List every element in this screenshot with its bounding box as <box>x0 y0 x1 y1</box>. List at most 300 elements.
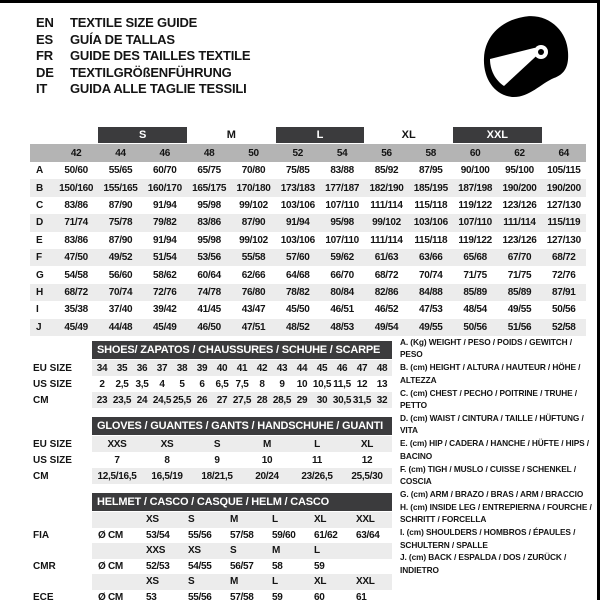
table-cell: 75/78 <box>108 217 133 229</box>
table-cell: 47 <box>352 360 372 376</box>
table-cell: 27,5 <box>232 392 252 408</box>
size-label: XS <box>182 543 224 559</box>
table-cell: 115/118 <box>414 199 448 211</box>
table-row <box>30 179 586 196</box>
language-code: EN <box>36 15 54 30</box>
shoes-table-title: SHOES/ ZAPATOS / CHAUSSURES / SCHUHE / SCARPE <box>92 341 392 359</box>
table-cell: 42 <box>252 360 272 376</box>
table-row <box>30 266 586 283</box>
table-cell: 85/92 <box>374 165 399 177</box>
table-cell: 41 <box>232 360 252 376</box>
table-cell: 80/84 <box>330 286 354 298</box>
diameter-unit: Ø CM <box>98 591 123 600</box>
size-label: M <box>224 512 266 528</box>
table-cell: 123/126 <box>502 234 537 246</box>
table-cell: 111/114 <box>503 217 536 229</box>
size-label: M <box>266 543 308 559</box>
table-cell: 91/94 <box>153 234 177 246</box>
table-cell: 58 <box>272 560 283 572</box>
table-cell: L <box>292 436 342 452</box>
table-cell: 39 <box>192 360 212 376</box>
size-label: L <box>266 512 308 528</box>
table-cell: 59 <box>272 591 283 600</box>
table-cell: 91/94 <box>153 199 177 211</box>
table-cell: 127/130 <box>546 234 581 246</box>
table-cell: 95/98 <box>197 234 221 246</box>
table-cell: 51/54 <box>153 252 177 264</box>
table-cell: 55/56 <box>188 591 212 600</box>
row-label: FIA <box>33 529 50 541</box>
table-cell: XXS <box>92 436 142 452</box>
language-title: GUÍA DE TALLAS <box>70 31 175 47</box>
table-cell: 85/89 <box>463 286 487 298</box>
row-label: CM <box>33 394 49 406</box>
table-cell: 57/58 <box>230 591 254 600</box>
table-cell: 107/110 <box>325 199 359 211</box>
table-cell: 25,5 <box>172 392 192 408</box>
table-cell: 5 <box>179 378 185 390</box>
table-cell: 6,5 <box>215 378 229 390</box>
table-cell: 23/26,5 <box>292 468 342 484</box>
table-cell: 47/51 <box>241 321 266 333</box>
table-cell: 107/110 <box>325 234 359 246</box>
table-cell: 12 <box>356 378 368 390</box>
size-label: S <box>182 512 224 528</box>
helmet-icon <box>477 7 577 107</box>
table-row <box>30 232 586 249</box>
table-cell: 71/75 <box>463 269 487 281</box>
gloves-table-title: GLOVES / GUANTES / GANTS / HANDSCHUHE / GUANTI <box>92 417 392 435</box>
legend-item: B. (cm) HEIGHT / ALTURA / HAUTEUR / HÖHE / ALTEZZA <box>400 362 581 385</box>
table-cell: 87/90 <box>241 217 266 229</box>
table-cell: 2,5 <box>115 378 129 390</box>
table-cell: 74/78 <box>197 286 221 298</box>
table-cell: 72/76 <box>153 286 177 298</box>
row-label: J <box>36 321 42 333</box>
table-row <box>30 249 586 266</box>
size-label: S <box>182 574 224 590</box>
legend-item: D. (cm) WAIST / CINTURA / TAILLE / HÜFTUNG / VITA <box>400 412 584 436</box>
table-cell: 61/62 <box>314 529 338 541</box>
legend-item: A. (Kg) WEIGHT / PESO / POIDS / GEWITCH / PESO <box>400 337 572 360</box>
table-cell: 60/64 <box>197 269 221 281</box>
table-cell: 50/60 <box>64 165 88 177</box>
table-cell: 177/187 <box>325 182 360 194</box>
table-cell: 49/55 <box>419 321 443 333</box>
table-cell: 82/86 <box>374 286 399 298</box>
table-cell: 12 <box>361 454 373 466</box>
table-cell: 46/52 <box>374 304 399 316</box>
column-header: 58 <box>425 147 437 159</box>
table-cell: 12,5/16,5 <box>92 468 142 484</box>
table-cell: 190/200 <box>546 182 581 194</box>
diameter-unit: Ø CM <box>98 529 123 541</box>
table-cell: 30,5 <box>332 392 352 408</box>
table-cell: 65/68 <box>463 252 487 264</box>
table-cell: 62/66 <box>241 269 266 281</box>
helmet-size-row <box>30 512 392 528</box>
size-group-row <box>30 126 586 144</box>
table-cell: 60/70 <box>153 165 177 177</box>
table-cell: 45/49 <box>64 321 88 333</box>
table-cell: 48 <box>372 360 392 376</box>
table-cell: 29 <box>292 392 312 408</box>
table-cell: 160/170 <box>147 182 182 194</box>
table-cell: 83/86 <box>64 199 88 211</box>
helmet-value-row <box>30 528 392 544</box>
table-cell: 24 <box>132 392 152 408</box>
table-cell: 119/122 <box>458 234 492 246</box>
table-cell: 53 <box>146 591 157 600</box>
table-cell: 18/21,5 <box>192 468 242 484</box>
table-cell: 9 <box>214 454 220 466</box>
shoes-rows <box>30 360 392 408</box>
legend-item: E. (cm) HIP / CADERA / HANCHE / HÜFTE / HIPS / BACINO <box>400 438 590 461</box>
size-label: L <box>266 574 308 590</box>
table-cell: 87/91 <box>552 286 576 298</box>
helmet-table <box>30 493 392 600</box>
column-header: 42 <box>70 147 82 159</box>
table-cell: 150/160 <box>59 182 94 194</box>
table-cell: 87/95 <box>419 165 443 177</box>
table-row <box>30 436 392 452</box>
unit-spacer <box>92 543 140 559</box>
table-cell: 10,5 <box>312 378 332 390</box>
table-cell: 170/180 <box>236 182 271 194</box>
table-cell: 35 <box>112 360 132 376</box>
table-cell: 52/53 <box>146 560 170 572</box>
table-cell: 50/56 <box>552 304 576 316</box>
table-cell: 55/58 <box>241 252 266 264</box>
row-label: E <box>36 234 43 246</box>
language-code: FR <box>36 48 53 63</box>
size-group-spacer <box>30 127 98 143</box>
table-cell: 72/76 <box>552 269 576 281</box>
table-cell: 46 <box>332 360 352 376</box>
table-cell: 32 <box>372 392 392 408</box>
table-cell: 45 <box>312 360 332 376</box>
unit-spacer <box>92 574 140 590</box>
table-cell: 103/106 <box>413 217 448 229</box>
table-cell: 83/86 <box>64 234 88 246</box>
gloves-header-row <box>30 417 392 435</box>
table-cell: 28 <box>252 392 272 408</box>
table-cell: 84/88 <box>419 286 443 298</box>
table-row <box>30 376 392 392</box>
table-cell: 55/56 <box>188 529 212 541</box>
textile-size-table <box>30 126 586 336</box>
table-cell: 3,5 <box>135 378 149 390</box>
table-cell: 23,5 <box>112 392 132 408</box>
table-cell: 65/75 <box>197 165 221 177</box>
table-row <box>30 284 586 301</box>
column-header: 52 <box>292 147 304 159</box>
helmet-rows <box>30 512 392 600</box>
table-cell: 115/119 <box>547 217 581 229</box>
size-group-label: XXL <box>453 127 542 143</box>
table-cell: 61/63 <box>374 252 399 264</box>
table-cell: 41/45 <box>197 304 221 316</box>
column-header: 46 <box>159 147 171 159</box>
unit-spacer <box>92 512 140 528</box>
table-cell: 60 <box>314 591 325 600</box>
size-group-label: M <box>226 129 236 141</box>
table-cell: 71/74 <box>64 217 88 229</box>
table-cell: 165/175 <box>192 182 227 194</box>
table-cell <box>350 559 392 575</box>
column-header: 56 <box>381 147 392 159</box>
table-cell: 190/200 <box>502 182 537 194</box>
table-cell: 64/68 <box>286 269 310 281</box>
size-group-label: S <box>98 127 187 143</box>
gloves-table <box>30 417 392 484</box>
helmet-size-row <box>30 543 392 559</box>
table-cell: 44 <box>292 360 312 376</box>
table-cell: 48/54 <box>463 304 487 316</box>
table-row <box>30 301 586 318</box>
table-cell: 173/183 <box>280 182 315 194</box>
table-cell: 99/102 <box>239 234 268 246</box>
table-cell: 56/57 <box>230 560 254 572</box>
table-cell: 36 <box>132 360 152 376</box>
table-cell: 34 <box>92 360 112 376</box>
helmet-value-row <box>30 590 392 600</box>
table-cell: 10 <box>296 378 308 390</box>
table-cell: 83/88 <box>330 165 354 177</box>
table-cell: 48/52 <box>286 321 310 333</box>
table-cell: 71/75 <box>507 269 532 281</box>
row-label: B <box>36 182 43 194</box>
row-label: D <box>36 217 43 229</box>
table-cell: 11,5 <box>333 378 351 390</box>
gloves-rows <box>30 436 392 484</box>
language-code: IT <box>36 81 48 96</box>
table-cell: 20/24 <box>242 468 292 484</box>
table-cell: 99/102 <box>372 217 401 229</box>
table-cell: S <box>192 436 242 452</box>
table-cell: 30 <box>312 392 332 408</box>
table-cell: 8 <box>259 378 265 390</box>
column-header: 54 <box>336 147 348 159</box>
table-cell: XL <box>342 436 392 452</box>
table-cell: 48/53 <box>330 321 354 333</box>
table-cell: 56/60 <box>108 269 133 281</box>
table-cell: 25,5/30 <box>342 468 392 484</box>
diameter-unit: Ø CM <box>98 560 123 572</box>
table-cell: 37/40 <box>108 304 133 316</box>
language-title: TEXTILGRÖßENFÜHRUNG <box>70 64 232 80</box>
table-cell: 10 <box>261 454 273 466</box>
table-cell: 54/58 <box>64 269 88 281</box>
table-cell: 53/54 <box>146 529 170 541</box>
table-cell: 46/51 <box>330 304 354 316</box>
row-label: I <box>36 304 39 316</box>
table-cell: 11 <box>312 454 322 466</box>
row-label: US SIZE <box>33 454 72 466</box>
table-cell: 49/55 <box>507 304 532 316</box>
table-cell: 54/55 <box>188 560 212 572</box>
table-cell: 68/72 <box>552 252 576 264</box>
table-cell: 6 <box>199 378 205 390</box>
table-cell: 59/60 <box>272 529 296 541</box>
table-cell: 119/122 <box>458 199 492 211</box>
table-cell: 127/130 <box>546 199 581 211</box>
table-cell: 44/48 <box>108 321 133 333</box>
column-header: 44 <box>115 147 126 159</box>
table-cell: 31,5 <box>352 392 372 408</box>
table-row <box>30 452 392 468</box>
table-cell: 24,5 <box>152 392 172 408</box>
table-cell: 59 <box>314 560 325 572</box>
language-title: TEXTILE SIZE GUIDE <box>70 15 198 30</box>
table-cell: 51/56 <box>507 321 532 333</box>
helmet-value-row <box>30 559 392 575</box>
row-label: F <box>36 252 42 264</box>
table-cell: 16,5/19 <box>142 468 192 484</box>
table-cell: 115/118 <box>414 234 448 246</box>
table-cell: 78/82 <box>286 286 310 298</box>
row-label: US SIZE <box>33 378 72 390</box>
table-cell: 87/90 <box>108 234 133 246</box>
row-label: H <box>36 286 43 298</box>
size-label: XXL <box>350 512 392 528</box>
size-label: XS <box>140 512 182 528</box>
table-cell: 87/90 <box>108 199 133 211</box>
column-header-row <box>30 144 586 162</box>
table-cell: 49/54 <box>374 321 399 333</box>
legend-item: G. (cm) ARM / BRAZO / BRAS / ARM / BRACCIO <box>400 488 584 499</box>
table-cell: 55/65 <box>108 165 133 177</box>
size-label <box>350 543 392 559</box>
table-cell: 46/50 <box>197 321 221 333</box>
table-cell: 67/70 <box>507 252 532 264</box>
table-cell: 63/66 <box>419 252 443 264</box>
helmet-header-row <box>30 493 392 511</box>
table-cell: 182/190 <box>369 182 404 194</box>
table-cell: 111/114 <box>370 234 403 246</box>
table-cell: M <box>242 436 292 452</box>
table-cell: XS <box>142 436 192 452</box>
table-cell: 103/106 <box>280 199 315 211</box>
table-cell: 2 <box>99 378 105 390</box>
table-cell: 40 <box>212 360 232 376</box>
table-cell: 58/62 <box>153 269 177 281</box>
table-cell: 99/102 <box>239 199 268 211</box>
size-group-label: L <box>276 127 365 143</box>
table-row <box>30 392 392 408</box>
size-group-label: XL <box>401 129 416 141</box>
table-cell: 95/98 <box>330 217 354 229</box>
table-cell: 70/74 <box>419 269 443 281</box>
table-cell: 70/80 <box>241 165 266 177</box>
table-cell: 7 <box>114 454 120 466</box>
table-cell: 95/98 <box>197 199 221 211</box>
lower-tables <box>30 341 392 600</box>
table-cell: 45/49 <box>153 321 177 333</box>
table-cell: 59/62 <box>330 252 354 264</box>
legend-item: H. (cm) INSIDE LEG / ENTREPIERNA / FOURCHE / SCHRITT / FORCELLA <box>400 501 592 525</box>
table-cell: 4 <box>159 378 165 390</box>
table-cell: 8 <box>164 454 170 466</box>
table-cell: 185/195 <box>413 182 448 194</box>
table-cell: 155/165 <box>103 182 138 194</box>
table-cell: 68/72 <box>64 286 88 298</box>
size-label: XS <box>140 574 182 590</box>
column-header: 60 <box>469 147 481 159</box>
table-cell: 111/114 <box>370 199 403 211</box>
table-cell: 39/42 <box>153 304 177 316</box>
language-title: GUIDE DES TAILLES TEXTILE <box>70 48 251 63</box>
table-cell: 76/80 <box>241 286 266 298</box>
table-cell: 83/86 <box>197 217 221 229</box>
size-label: XL <box>308 574 350 590</box>
column-header: 64 <box>558 147 570 159</box>
column-header: 50 <box>248 147 259 159</box>
table-cell: 66/70 <box>330 269 354 281</box>
row-label: C <box>36 199 43 211</box>
size-label: XXL <box>350 574 392 590</box>
size-label: M <box>224 574 266 590</box>
size-label: XXS <box>140 543 182 559</box>
size-label: L <box>308 543 350 559</box>
row-label: G <box>36 269 44 281</box>
table-cell: 45/50 <box>286 304 310 316</box>
table-cell: 50/56 <box>463 321 487 333</box>
size-group-spacer <box>542 127 586 143</box>
table-cell: 47/53 <box>419 304 443 316</box>
table-row <box>30 214 586 231</box>
table-cell: 79/82 <box>153 217 177 229</box>
table-cell: 61 <box>356 591 367 600</box>
measurement-legend <box>400 336 592 577</box>
column-header: 62 <box>514 147 525 159</box>
shoes-header-row <box>30 341 392 359</box>
row-label: EU SIZE <box>33 362 72 374</box>
row-label: CM <box>33 470 49 482</box>
table-cell: 38 <box>172 360 192 376</box>
table-cell: 37 <box>152 360 172 376</box>
table-row <box>30 360 392 376</box>
legend-item: J. (cm) BACK / ESPALDA / DOS / ZURÜCK / INDIETRO <box>400 552 567 575</box>
table-cell: 27 <box>212 392 232 408</box>
row-label: CMR <box>33 560 56 572</box>
language-code: DE <box>36 64 54 80</box>
language-header <box>36 15 250 98</box>
table-cell: 52/58 <box>552 321 576 333</box>
table-cell: 95/100 <box>505 165 534 177</box>
table-row <box>30 468 392 484</box>
table-cell: 70/74 <box>108 286 133 298</box>
table-cell: 57/60 <box>286 252 310 264</box>
row-label: ECE <box>33 591 54 600</box>
table-cell: 85/89 <box>507 286 532 298</box>
table-cell: 23 <box>92 392 112 408</box>
row-label: EU SIZE <box>33 438 72 450</box>
column-header: 48 <box>203 147 215 159</box>
legend-item: F. (cm) TIGH / MUSLO / CUISSE / SCHENKEL / COSCIA <box>400 463 576 486</box>
helmet-size-row <box>30 574 392 590</box>
table-cell: 49/52 <box>108 252 133 264</box>
table-cell: 9 <box>279 378 285 390</box>
table-cell: 35/38 <box>64 304 88 316</box>
size-label: S <box>224 543 266 559</box>
table-cell: 105/115 <box>547 165 581 177</box>
table-cell: 43/47 <box>241 304 266 316</box>
legend-item: C. (cm) CHEST / PECHO / POITRINE / TRUHE / PETTO <box>400 387 577 411</box>
table-cell: 103/106 <box>280 234 315 246</box>
size-label: XL <box>308 512 350 528</box>
table-cell: 75/85 <box>286 165 310 177</box>
